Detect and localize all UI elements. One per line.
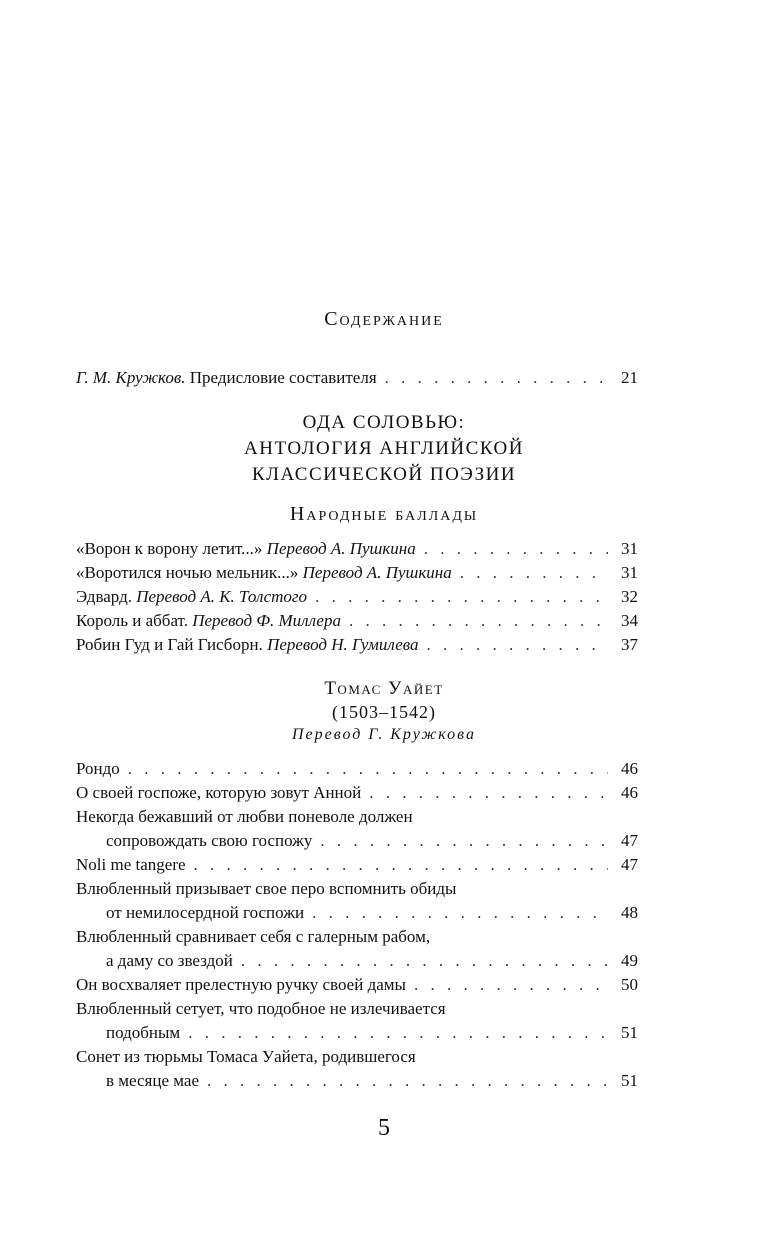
anthology-title — [0, 410, 768, 488]
leader-dots — [312, 901, 608, 925]
leader-dots — [320, 829, 608, 853]
entry-title-cont: в месяце мае — [106, 1071, 199, 1090]
toc-entry[interactable] — [76, 805, 638, 853]
page-ref: 32 — [621, 587, 638, 606]
wyatt-list — [76, 757, 638, 1093]
toc-entry[interactable] — [76, 997, 638, 1045]
page-ref: 51 — [621, 1023, 638, 1042]
page-ref: 51 — [621, 1071, 638, 1090]
entry-title: «Воротился ночью мельник...» — [76, 563, 299, 582]
section-heading-ballads: Народные баллады — [289, 503, 479, 525]
toc-entry[interactable] — [76, 853, 638, 877]
author-translator: Перевод Г. Кружкова — [292, 726, 476, 743]
page-ref: 31 — [621, 563, 638, 582]
toc-entry[interactable] — [76, 633, 638, 657]
page-ref: 47 — [621, 831, 638, 850]
page-ref: 50 — [621, 975, 638, 994]
entry-title: О своей госпоже, которую зовут Анной — [76, 783, 362, 802]
entry-title: Эдвард. — [76, 587, 132, 606]
preface-author: Г. М. Кружков. — [76, 368, 186, 387]
leader-dots — [241, 949, 608, 973]
entry-translator: Перевод А. К. Толстого — [136, 587, 308, 606]
toc-entry[interactable] — [76, 537, 638, 561]
author-name: Томас Уайет — [324, 678, 444, 699]
leader-dots — [427, 633, 608, 657]
anthology-title-line: АНТОЛОГИЯ АНГЛИЙСКОЙ — [244, 438, 524, 459]
entry-title: Влюбленный призывает свое перо вспомнить обиды — [76, 879, 457, 898]
toc-entry[interactable] — [76, 973, 638, 997]
page-ref: 48 — [621, 903, 638, 922]
entry-title: Некогда бежавший от любви поневоле должен — [76, 807, 413, 826]
toc-entry[interactable] — [76, 1045, 638, 1093]
toc-entry[interactable] — [76, 781, 638, 805]
entry-title: Робин Гуд и Гай Гисборн. — [76, 635, 263, 654]
page-ref: 49 — [621, 951, 638, 970]
entry-translator: Перевод Ф. Миллера — [192, 611, 341, 630]
entry-title: Рондо — [76, 759, 120, 778]
entry-title-cont: подобным — [106, 1023, 181, 1042]
toc-entry-preface[interactable] — [76, 366, 638, 390]
toc-entry[interactable] — [76, 877, 638, 925]
leader-dots — [315, 585, 608, 609]
anthology-title-line: ОДА СОЛОВЬЮ: — [302, 412, 466, 433]
entry-title-cont: от немилосердной госпожи — [106, 903, 305, 922]
entry-title: «Ворон к ворону летит...» — [76, 539, 263, 558]
page-number: 5 — [378, 1115, 390, 1141]
ballads-list — [76, 537, 638, 657]
page-ref: 37 — [621, 635, 638, 654]
leader-dots — [414, 973, 608, 997]
entry-title: Влюбленный сравнивает себя с галерным рабом, — [76, 927, 431, 946]
entry-title: Король и аббат. — [76, 611, 188, 630]
entry-title-cont: сопровождать свою госпожу — [106, 831, 313, 850]
entry-translator: Перевод Н. Гумилева — [267, 635, 419, 654]
contents-title: Содержание — [324, 308, 444, 330]
leader-dots — [188, 1021, 608, 1045]
author-years: (1503–1542) — [332, 702, 436, 722]
page-ref: 31 — [621, 539, 638, 558]
leader-dots — [128, 757, 608, 781]
leader-dots — [424, 537, 608, 561]
page-ref: 46 — [621, 783, 638, 802]
preface-title: Предисловие составителя — [189, 368, 377, 387]
page-ref: 34 — [621, 611, 638, 630]
toc-entry[interactable] — [76, 925, 638, 973]
toc-entry[interactable] — [76, 561, 638, 585]
anthology-title-line: КЛАССИЧЕСКОЙ ПОЭЗИИ — [251, 464, 517, 485]
page-ref: 46 — [621, 759, 638, 778]
toc-entry[interactable] — [76, 609, 638, 633]
leader-dots — [207, 1069, 608, 1093]
leader-dots — [385, 366, 608, 390]
entry-translator: Перевод А. Пушкина — [302, 563, 452, 582]
entry-title: Влюбленный сетует, что подобное не излечивается — [76, 999, 446, 1018]
entry-title: Noli me tangere — [76, 855, 186, 874]
entry-translator: Перевод А. Пушкина — [266, 539, 416, 558]
leader-dots — [349, 609, 608, 633]
page-ref: 47 — [621, 855, 638, 874]
leader-dots — [369, 781, 608, 805]
leader-dots — [194, 853, 608, 877]
author-block-wyatt — [0, 678, 768, 746]
entry-title: Он восхваляет прелестную ручку своей дамы — [76, 975, 406, 994]
toc-entry[interactable] — [76, 757, 638, 781]
toc-entry[interactable] — [76, 585, 638, 609]
page-ref: 21 — [621, 368, 638, 387]
leader-dots — [460, 561, 608, 585]
entry-title-cont: а даму со звездой — [106, 951, 233, 970]
entry-title: Сонет из тюрьмы Томаса Уайета, родившегося — [76, 1047, 416, 1066]
